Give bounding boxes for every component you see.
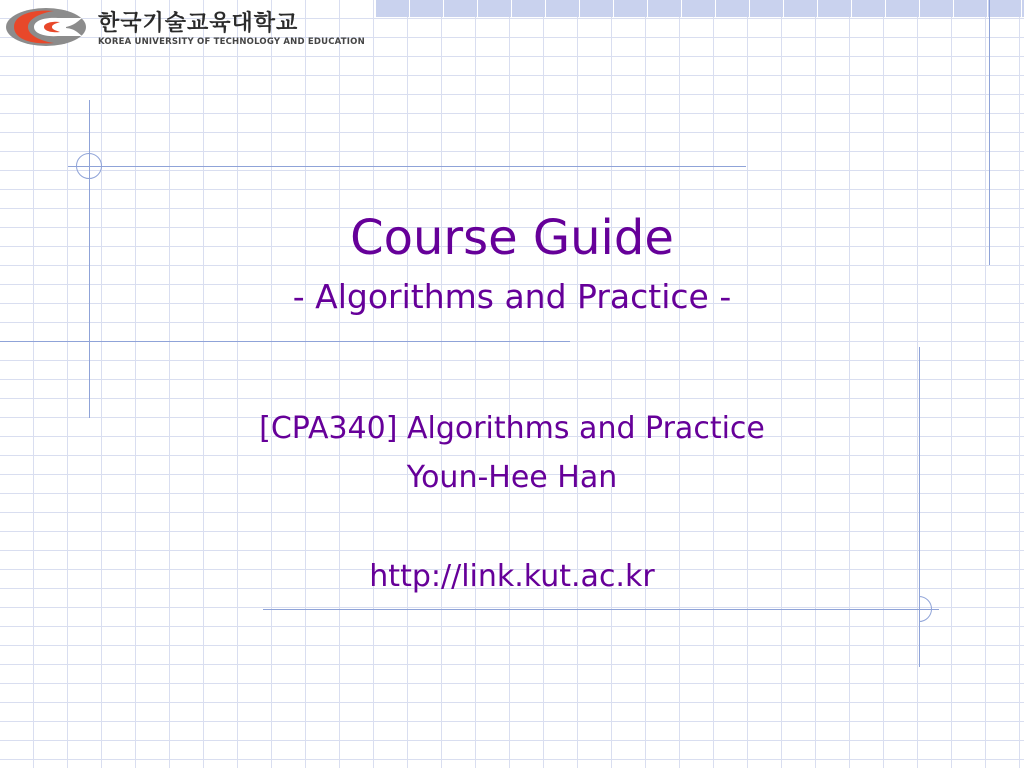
university-emblem-icon — [4, 6, 88, 48]
university-name-english: KOREA UNIVERSITY OF TECHNOLOGY AND EDUCATION — [98, 37, 365, 47]
top-left-crosshair-circle — [76, 153, 102, 179]
top-grid-band — [376, 0, 1024, 17]
slide-subtitle: - Algorithms and Practice - — [292, 277, 732, 316]
course-name: [CPA340] Algorithms and Practice — [259, 411, 765, 446]
top-horizontal-rule — [68, 166, 746, 167]
bottom-horizontal-rule — [263, 609, 939, 610]
course-url: http://link.kut.ac.kr — [369, 559, 655, 594]
slide-title: Course Guide — [350, 210, 674, 266]
middle-horizontal-rule — [0, 341, 570, 342]
university-logo — [4, 4, 365, 52]
university-name-korean: 한국기술교육대학교 — [98, 11, 299, 36]
author-name: Youn-Hee Han — [406, 460, 618, 495]
